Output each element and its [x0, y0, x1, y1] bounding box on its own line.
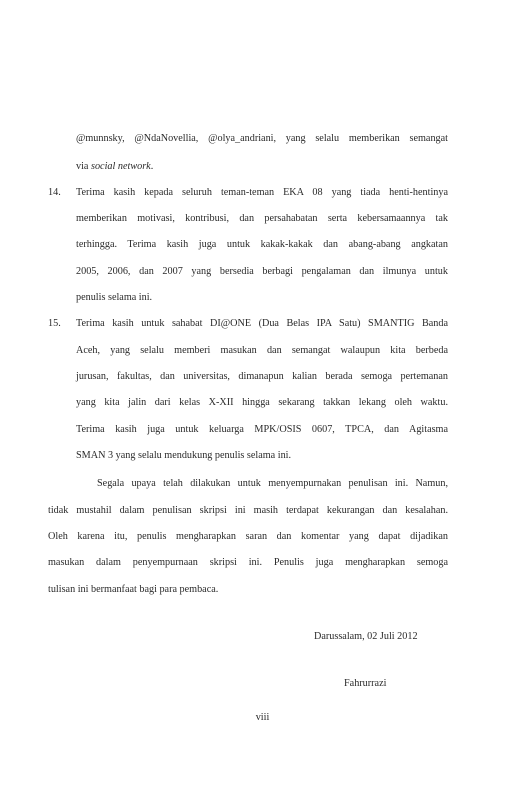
- author-name: Fahrurrazi: [344, 678, 387, 689]
- item-15-line-3: jurusan, fakultas, dan universitas, dimanapun kalian berada semoga pertemanan: [76, 371, 448, 382]
- closing-line-4: masukan dalam penyempurnaan skripsi ini. Penulis juga mengharapkan semoga: [48, 557, 448, 568]
- place-date: Darussalam, 02 Juli 2012: [314, 631, 418, 642]
- item-15-line-6: SMAN 3 yang selalu mendukung penulis selama ini.: [76, 450, 292, 461]
- item-14-number: 14.: [48, 187, 61, 198]
- continuation-suffix: .: [150, 161, 154, 172]
- item-15-number: 15.: [48, 318, 61, 329]
- closing-line-3: Oleh karena itu, penulis mengharapkan saran dan komentar yang dapat dijadikan: [48, 531, 448, 542]
- item-14-line-3: terhingga. Terima kasih juga untuk kakak-kakak dan abang-abang angkatan: [76, 239, 448, 250]
- page-number: viii: [255, 712, 270, 723]
- social-network-text: social network: [91, 161, 151, 172]
- item-14-line-1: Terima kasih kepada seluruh teman-teman EKA 08 yang tiada henti-hentinya: [76, 187, 448, 198]
- closing-line-1: Segala upaya telah dilakukan untuk menyempurnakan penulisan ini. Namun,: [97, 478, 448, 489]
- item-14-line-2: memberikan motivasi, kontribusi, dan persahabatan serta kebersamaannya tak: [76, 213, 448, 224]
- item-14-line-5: penulis selama ini.: [76, 292, 153, 303]
- continuation-prefix: via: [76, 161, 91, 172]
- closing-line-2: tidak mustahil dalam penulisan skripsi ini masih terdapat kekurangan dan kesalahan.: [48, 505, 448, 516]
- continuation-line-1: @munnsky, @NdaNovellia, @olya_andriani, yang selalu memberikan semangat: [76, 133, 448, 144]
- item-14-line-4: 2005, 2006, dan 2007 yang bersedia berbagi pengalaman dan ilmunya untuk: [76, 266, 448, 277]
- item-15-line-5: Terima kasih juga untuk keluarga MPK/OSIS 0607, TPCA, dan Agitasma: [76, 424, 448, 435]
- closing-line-5: tulisan ini bermanfaat bagi para pembaca.: [48, 584, 219, 595]
- item-15-line-4: yang kita jalin dari kelas X-XII hingga sekarang takkan lekang oleh waktu.: [76, 397, 448, 408]
- item-15-line-2: Aceh, yang selalu memberi masukan dan semangat walaupun kita berbeda: [76, 345, 448, 356]
- item-15-line-1: Terima kasih untuk sahabat DI@ONE (Dua Belas IPA Satu) SMANTIG Banda: [76, 318, 448, 329]
- continuation-line-2: [76, 161, 448, 173]
